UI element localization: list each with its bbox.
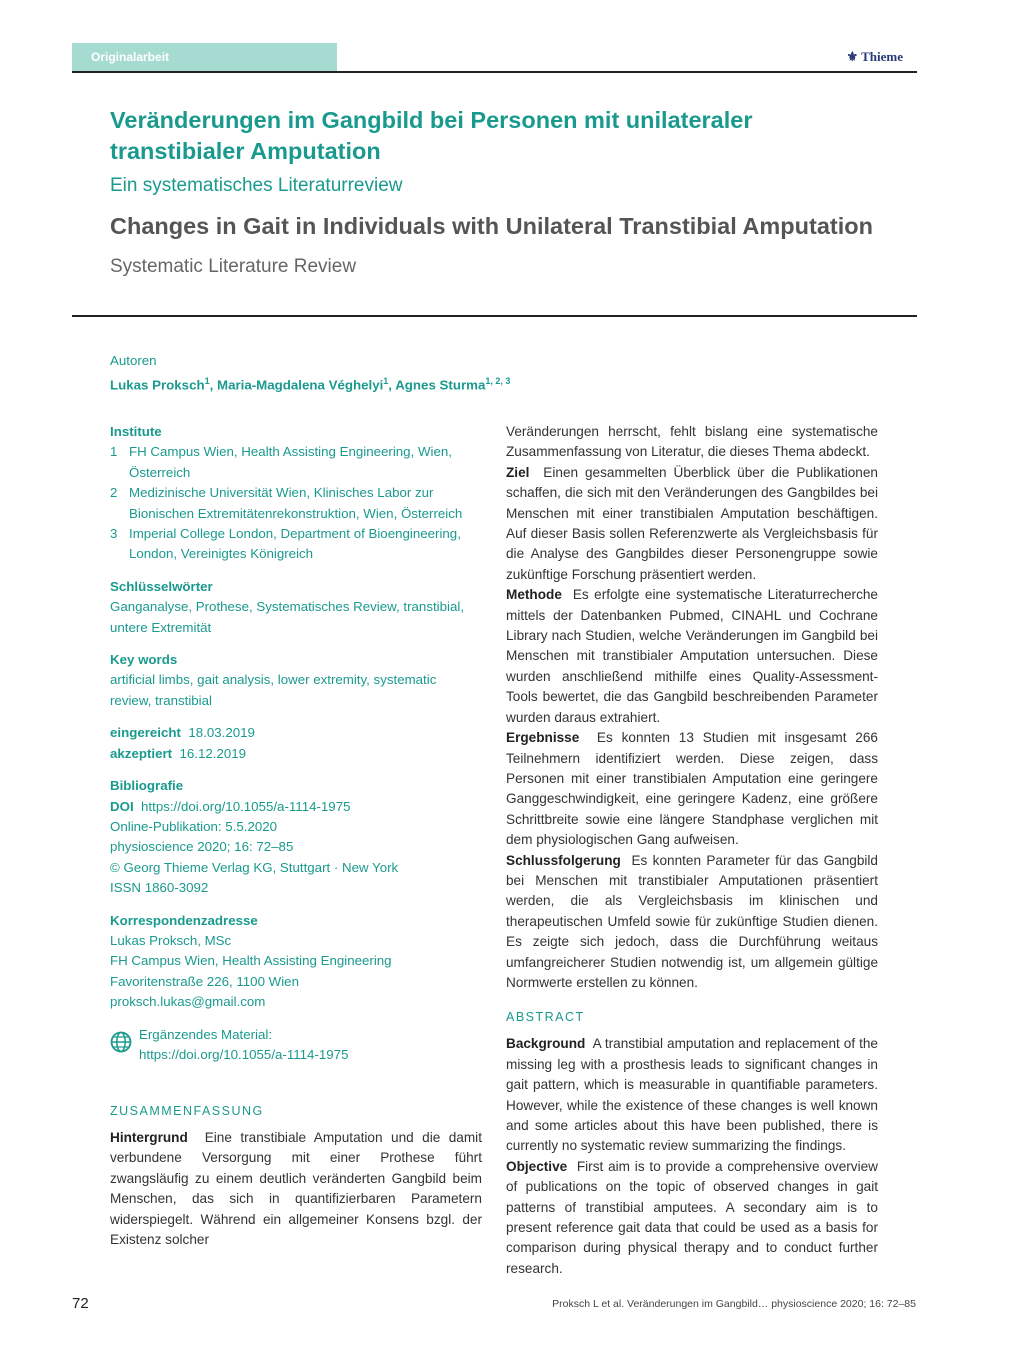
institute-number: 1 — [110, 444, 118, 460]
subtitle-english: Systematic Literature Review — [110, 256, 357, 277]
author-3-affil: 1, 2, 3 — [485, 376, 511, 387]
publisher-logo — [846, 49, 903, 65]
keywords-de-label: Schlüsselwörter — [110, 578, 213, 594]
institutes-label: Institute — [110, 424, 162, 439]
keywords-en-label: Key words — [110, 652, 178, 668]
thieme-logo-icon: ⚜ — [846, 49, 859, 64]
institute-text: FH Campus Wien, Health Assisting Engineering, Wien, Österreich — [129, 444, 452, 480]
authors-list: Lukas Proksch$^1$, Maria-Magdalena Véghelyi$^1$, Agnes Sturma$^{1, 2, 3}$ — [110, 376, 511, 393]
hintergrund-continued: Veränderungen herrscht, fehlt bislang eine systematische Zusammenfassung von Literatur, die dieses Thema abdeckt. — [506, 424, 878, 460]
globe-icon — [110, 1031, 139, 1059]
top-divider — [72, 71, 917, 73]
sidebar-info — [110, 422, 485, 1065]
issn: ISSN 1860-3092 — [110, 880, 209, 896]
correspondence-institution: FH Campus Wien, Health Assisting Engineering — [110, 953, 392, 969]
schlussfolgerung-paragraph: Schlussfolgerung Es konnten Parameter für das Gangbild bei Menschen mit transtibialer Amputationen präsentiert werden, die als Vergleichsbasis im klinischen und therapeutischen Umfeld sowie für zukünftige Studien dienen. Es zeigte sich jedoch, dass die Durchführung weitaus umfangreicherer Studien notwendig ist, um allgemein gültige Normwerte erstellen zu können. — [506, 852, 878, 990]
title-german — [110, 105, 890, 167]
zusammenfassung-section — [110, 1104, 482, 1250]
abstract-heading: ABSTRACT — [506, 1010, 585, 1025]
article-type-tag: Originalarbeit — [72, 43, 337, 71]
submitted-date: eingereicht 18.03.2019 — [110, 725, 255, 741]
bibliography-label: Bibliografie — [110, 778, 184, 794]
online-publication: Online-Publikation: 5.5.2020 — [110, 818, 278, 834]
supplement-label: Ergänzendes Material: — [139, 1026, 273, 1042]
zusammenfassung-heading: ZUSAMMENFASSUNG — [110, 1104, 264, 1118]
correspondence-email[interactable]: proksch.lukas@gmail.com — [110, 994, 266, 1010]
author-2: Maria-Magdalena Véghelyi — [217, 377, 384, 393]
doi-line: DOI https://doi.org/10.1055/a-1114-1975 — [110, 798, 351, 814]
correspondence-label: Korrespondenzadresse — [110, 912, 258, 928]
doi-link[interactable]: https://doi.org/10.1055/a-1114-1975 — [141, 798, 351, 814]
keywords-en: artificial limbs, gait analysis, lower extremity, systematic review, transtibial — [110, 672, 437, 708]
hintergrund-paragraph: Hintergrund Eine transtibiale Amputation und die damit verbundene Versorgung mit einer Prothese führt zwangsläufig zu einem deutlich veränderten Gangbild beim Menschen, das sich in quantifizierbaren Parametern widerspiegelt. Während ein allgemeiner Konsens bzgl. der Existenz solcher — [110, 1130, 482, 1248]
journal-citation: physioscience 2020; 16: 72–85 — [110, 839, 294, 855]
institute-item — [110, 483, 485, 524]
authors-label: Autoren — [110, 353, 157, 368]
title-german-line1: Veränderungen im Gangbild bei Personen mit unilateraler — [110, 107, 753, 133]
author-1-affil: 1 — [204, 376, 210, 387]
supplementary-material — [110, 1025, 485, 1066]
authors-block — [110, 351, 510, 396]
title-english: Changes in Gait in Individuals with Unilateral Transtibial Amputation — [110, 213, 873, 239]
correspondence-street: Favoritenstraße 226, 1100 Wien — [110, 973, 299, 989]
correspondence-name: Lukas Proksch, MSc — [110, 932, 232, 948]
institute-item — [110, 442, 485, 483]
right-column — [506, 422, 878, 1279]
keywords-de: Ganganalyse, Prothese, Systematisches Review, transtibial, untere Extremität — [110, 599, 465, 635]
copyright: © Georg Thieme Verlag KG, Stuttgart · New York — [110, 859, 399, 875]
supplement-link[interactable]: https://doi.org/10.1055/a-1114-1975 — [139, 1046, 349, 1062]
publisher-name: Thieme — [861, 49, 903, 64]
institute-text: Medizinische Universität Wien, Klinisches Labor zur Bionischen Extremitätenrekonstruktion, Wien, Österreich — [129, 485, 463, 521]
author-2-affil: 1 — [383, 376, 389, 387]
page-number: 72 — [72, 1295, 89, 1312]
ziel-paragraph: Ziel Einen gesammelten Überblick über die Publikationen schaffen, die sich mit den Veränderungen des Gangbildes bei Menschen mit einer transtibialen Amputation beschäftigen. Auf dieser Basis sollen Referenzwerte als Vergleichsbasis für die Analyse des Gangbildes dieser Personengruppe sowie zukünftige Forschung präsentiert werden. — [506, 464, 878, 582]
footer-citation: Proksch L et al. Veränderungen im Gangbild… physioscience 2020; 16: 72–85 — [552, 1298, 916, 1310]
title-divider — [72, 315, 917, 317]
institute-item — [110, 524, 485, 565]
institute-text: Imperial College London, Department of Bioengineering, London, Vereinigtes Königreich — [129, 526, 461, 562]
background-paragraph: Background A transtibial amputation and replacement of the missing leg with a prosthesis leads to significant changes in gait pattern, which is measurable in quantifiable parameters. However, while the existence of these changes is well known and some articles about this have been published, there is currently no systematic review summarizing the findings. — [506, 1036, 878, 1154]
methode-paragraph: Methode Es erfolgte eine systematische Literaturrecherche mittels der Datenbanken Pubmed, CINAHL und Cochrane Library nach Studien, welche Veränderungen im Gangbild bei Menschen mit transtibialer Amputation untersuchen. Diese wurden anschließend mithilfe eines Quality-Assessment-Tools bewertet, die das Gangbild beschreibenden Parameter wurden daraus extrahiert. — [506, 587, 878, 725]
institute-number: 3 — [110, 526, 118, 542]
author-3: Agnes Sturma — [395, 377, 486, 393]
author-1: Lukas Proksch — [110, 377, 205, 393]
institute-number: 2 — [110, 485, 118, 501]
subtitle-german: Ein systematisches Literaturreview — [110, 175, 403, 196]
accepted-date: akzeptiert 16.12.2019 — [110, 745, 247, 761]
ergebnisse-paragraph: Ergebnisse Es konnten 13 Studien mit insgesamt 266 Teilnehmern identifiziert werden. Diese zeigen, dass Personen mit einer transtibialen Amputation eine geringere Ganggeschwindigkeit, eine geringere Kadenz, eine größere Schrittbreite sowie eine längere Standphase verglichen mit dem physiologischen Gang aufweisen. — [506, 730, 878, 848]
objective-paragraph: Objective First aim is to provide a comprehensive overview of publications on the topic of observed changes in gait patterns of transtibial amputees. A secondary aim is to present reference gait data that could be used as a basis for comparison during physical therapy and to conduct further research. — [506, 1158, 878, 1276]
title-german-line2: transtibialer Amputation — [110, 138, 381, 164]
